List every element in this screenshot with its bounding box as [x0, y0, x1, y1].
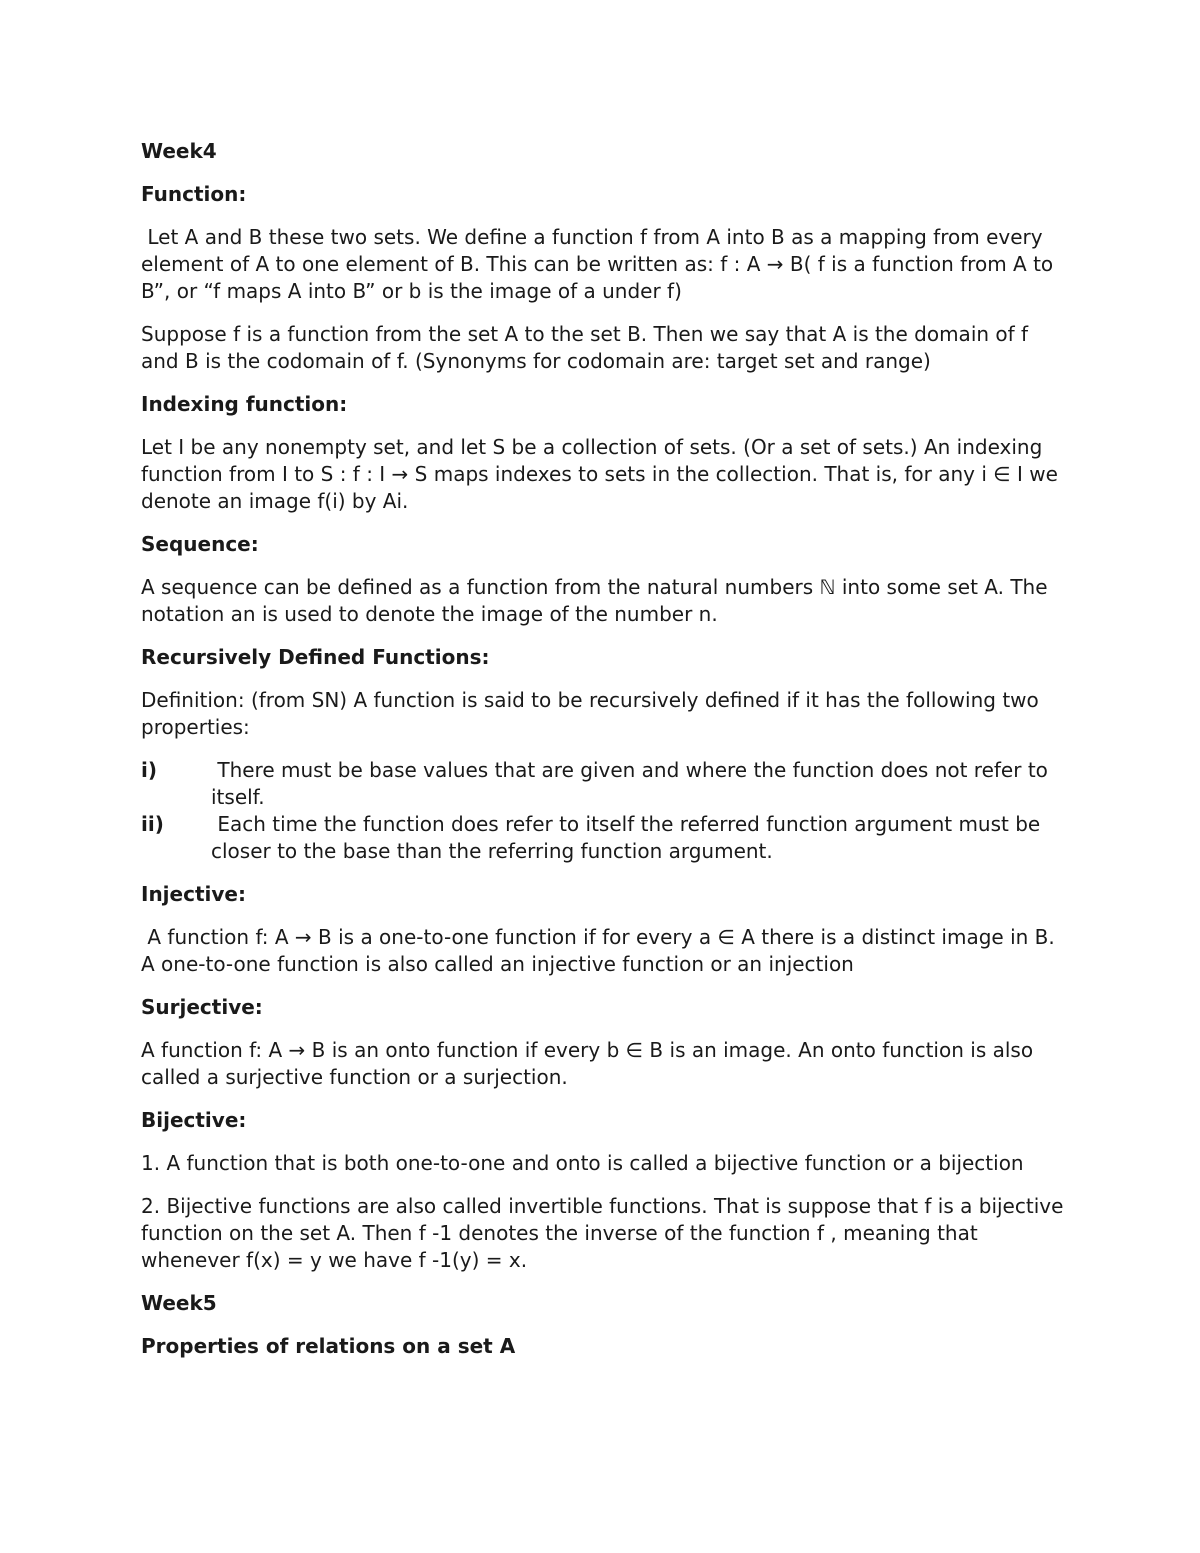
- relations-properties-heading: Properties of relations on a set A: [141, 1334, 516, 1358]
- surjective-paragraph: A function f: A → B is an onto function if every b ∈ B is an image. An onto function is also called a surjective function or a surjection.: [141, 1038, 1034, 1089]
- surjective-heading: Surjective:: [141, 995, 263, 1019]
- indexing-function-heading: Indexing function:: [141, 392, 348, 416]
- list-marker: ii): [141, 812, 164, 836]
- list-marker: i): [141, 758, 157, 782]
- list-item: [141, 811, 1071, 865]
- list-item: [141, 757, 1071, 811]
- week4-title: Week4: [141, 139, 217, 163]
- recursive-definition-paragraph: Definition: (from SN) A function is said to be recursively defined if it has the following two properties:: [141, 688, 1039, 739]
- bijective-paragraph-2: 2. Bijective functions are also called invertible functions. That is suppose that f is a bijective function on the set A. Then f -1 denotes the inverse of the function f , meaning that whenever f(x) = y we have f -1(y) = x.: [141, 1194, 1064, 1272]
- recursive-properties-list: [141, 757, 1071, 865]
- list-item-text: There must be base values that are given and where the function does not refer to itself.: [211, 758, 1055, 809]
- sequence-heading: Sequence:: [141, 532, 259, 556]
- bijective-heading: Bijective:: [141, 1108, 247, 1132]
- list-item-text: Each time the function does refer to itself the referred function argument must be closer to the base than the referring function argument.: [211, 812, 1047, 863]
- recursive-functions-heading: Recursively Defined Functions:: [141, 645, 490, 669]
- injective-paragraph: A function f: A → B is a one-to-one function if for every a ∈ A there is a distinct image in B. A one-to-one function is also called an injective function or an injection: [141, 925, 1062, 976]
- injective-heading: Injective:: [141, 882, 246, 906]
- sequence-paragraph: A sequence can be defined as a function from the natural numbers ℕ into some set A. The notation an is used to denote the image of the number n.: [141, 575, 1048, 626]
- domain-codomain-paragraph: Suppose f is a function from the set A to the set B. Then we say that A is the domain of f and B is the codomain of f. (Synonyms for codomain are: target set and range): [141, 322, 1029, 373]
- indexing-function-paragraph: Let I be any nonempty set, and let S be a collection of sets. (Or a set of sets.) An indexing function from I to S : f : I → S maps indexes to sets in the collection. That is, for any i ∈ I we denote an image f(i) by Ai.: [141, 435, 1058, 513]
- function-heading: Function:: [141, 182, 247, 206]
- function-definition-paragraph: Let A and B these two sets. We define a function f from A into B as a mapping from every element of A to one element of B. This can be written as: f : A → B( f is a function from A to B”, or “f maps A into B” or b is the image of a under f): [141, 225, 1060, 303]
- document-body: [141, 138, 1071, 1376]
- bijective-paragraph-1: 1. A function that is both one-to-one and onto is called a bijective function or a bijection: [141, 1151, 1024, 1175]
- week5-title: Week5: [141, 1291, 217, 1315]
